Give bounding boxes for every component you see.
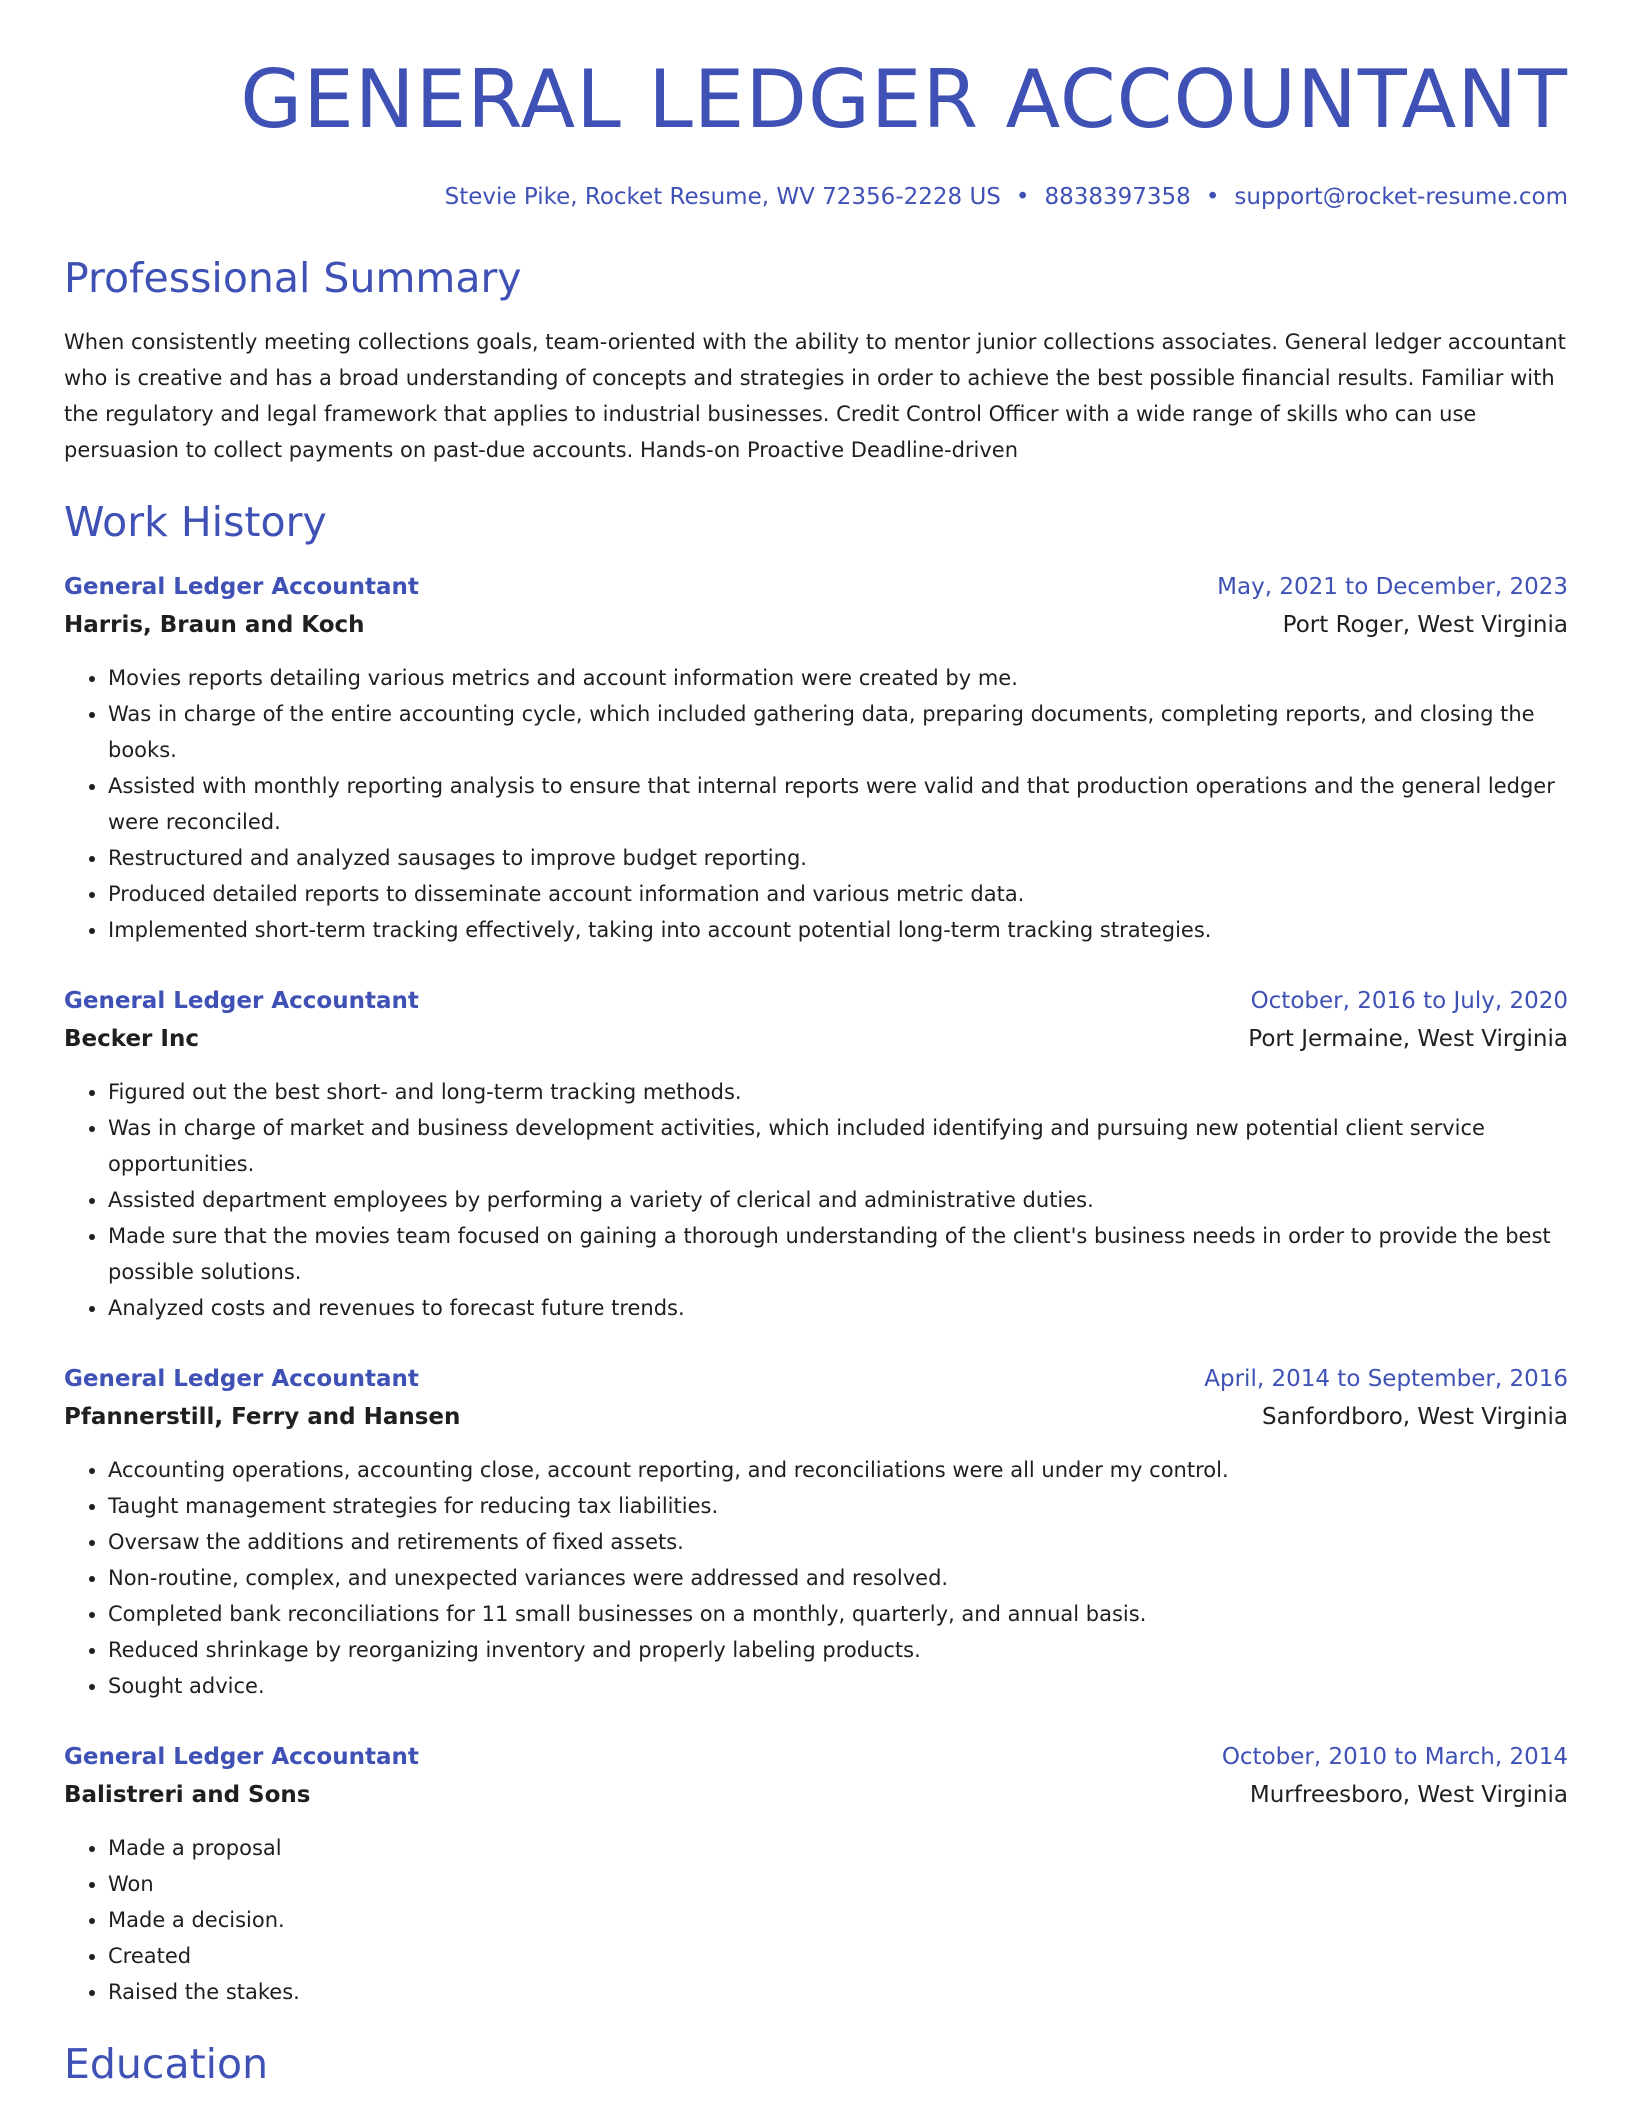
job-location: Port Roger, West Virginia xyxy=(1282,612,1568,638)
job-bullets xyxy=(64,1452,1568,1704)
job-bullet: • Made a proposal xyxy=(108,1830,1568,1866)
contact-email: support@rocket-resume.com xyxy=(1234,184,1568,210)
job-title-row xyxy=(64,1360,1568,1398)
contact-separator: • xyxy=(1205,184,1220,210)
job-location: Port Jermaine, West Virginia xyxy=(1248,1026,1568,1052)
section-title-education: Education xyxy=(64,2040,269,2088)
job-bullet: • Made sure that the movies team focused on gaining a thorough understanding of the client's business needs in order to provide the best possible solutions. xyxy=(108,1218,1568,1290)
job-company-row xyxy=(64,1020,1568,1058)
job-entry xyxy=(64,982,1568,1326)
job-dates: October, 2016 to July, 2020 xyxy=(1250,988,1568,1014)
job-bullet: • Restructured and analyzed sausages to improve budget reporting. xyxy=(108,840,1568,876)
job-bullet: • Implemented short-term tracking effectively, taking into account potential long-term tracking strategies. xyxy=(108,912,1568,948)
job-bullet: • Was in charge of market and business development activities, which included identifying and pursuing new potential client service opportunities. xyxy=(108,1110,1568,1182)
resume-header xyxy=(64,52,1568,212)
job-bullets xyxy=(64,1074,1568,1326)
section-title-summary: Professional Summary xyxy=(64,254,522,302)
job-bullet: • Won xyxy=(108,1866,1568,1902)
job-bullet: • Created xyxy=(108,1938,1568,1974)
job-entry xyxy=(64,568,1568,948)
job-title: General Ledger Accountant xyxy=(64,1366,419,1392)
job-bullets xyxy=(64,660,1568,948)
contact-separator: • xyxy=(1015,184,1030,210)
job-title: General Ledger Accountant xyxy=(64,988,419,1014)
job-company: Balistreri and Sons xyxy=(64,1782,311,1808)
job-location: Murfreesboro, West Virginia xyxy=(1249,1782,1568,1808)
job-list xyxy=(64,568,1568,2010)
job-title-row xyxy=(64,982,1568,1020)
section-title-work-history: Work History xyxy=(64,498,327,546)
job-entry xyxy=(64,1738,1568,2010)
job-company-row xyxy=(64,606,1568,644)
resume-name: GENERAL LEDGER ACCOUNTANT xyxy=(240,53,1568,146)
job-title-row xyxy=(64,1738,1568,1776)
job-entry xyxy=(64,1360,1568,1704)
job-bullet: • Movies reports detailing various metrics and account information were created by me. xyxy=(108,660,1568,696)
job-bullet: • Completed bank reconciliations for 11 small businesses on a monthly, quarterly, and annual basis. xyxy=(108,1596,1568,1632)
job-bullet: • Taught management strategies for reducing tax liabilities. xyxy=(108,1488,1568,1524)
job-company: Becker Inc xyxy=(64,1026,199,1052)
job-dates: May, 2021 to December, 2023 xyxy=(1217,574,1568,600)
job-title-row xyxy=(64,568,1568,606)
job-bullet: • Raised the stakes. xyxy=(108,1974,1568,2010)
job-bullet: • Accounting operations, accounting close, account reporting, and reconciliations were all under my control. xyxy=(108,1452,1568,1488)
job-company-row xyxy=(64,1776,1568,1814)
job-company: Harris, Braun and Koch xyxy=(64,612,365,638)
contact-line xyxy=(64,182,1568,212)
job-bullet: • Non-routine, complex, and unexpected variances were addressed and resolved. xyxy=(108,1560,1568,1596)
job-dates: October, 2010 to March, 2014 xyxy=(1221,1744,1568,1770)
job-bullet: • Produced detailed reports to disseminate account information and various metric data. xyxy=(108,876,1568,912)
job-bullet: • Reduced shrinkage by reorganizing inventory and properly labeling products. xyxy=(108,1632,1568,1668)
job-bullet: • Analyzed costs and revenues to forecast future trends. xyxy=(108,1290,1568,1326)
job-company: Pfannerstill, Ferry and Hansen xyxy=(64,1404,461,1430)
contact-phone: 8838397358 xyxy=(1044,184,1191,210)
summary-text: When consistently meeting collections goals, team-oriented with the ability to mentor junior collections associates. General ledger accountant who is creative and has a broad understanding of concepts and strategies in order to achieve the best possible financial results. Familiar with the regulatory and legal framework that applies to industrial businesses. Credit Control Officer with a wide range of skills who can use persuasion to collect payments on past-due accounts. Hands-on Proactive Deadline-driven xyxy=(64,330,1566,462)
job-bullet: • Assisted department employees by performing a variety of clerical and administrative duties. xyxy=(108,1182,1568,1218)
job-bullet: • Was in charge of the entire accounting cycle, which included gathering data, preparing documents, completing reports, and closing the books. xyxy=(108,696,1568,768)
job-title: General Ledger Accountant xyxy=(64,574,419,600)
job-dates: April, 2014 to September, 2016 xyxy=(1204,1366,1568,1392)
job-bullet: • Figured out the best short- and long-term tracking methods. xyxy=(108,1074,1568,1110)
job-location: Sanfordboro, West Virginia xyxy=(1262,1404,1568,1430)
contact-address: Stevie Pike, Rocket Resume, WV 72356-2228 US xyxy=(444,184,1001,210)
job-title: General Ledger Accountant xyxy=(64,1744,419,1770)
job-bullets xyxy=(64,1830,1568,2010)
job-company-row xyxy=(64,1398,1568,1436)
job-bullet: • Sought advice. xyxy=(108,1668,1568,1704)
job-bullet: • Made a decision. xyxy=(108,1902,1568,1938)
job-bullet: • Assisted with monthly reporting analysis to ensure that internal reports were valid and that production operations and the general ledger were reconciled. xyxy=(108,768,1568,840)
job-bullet: • Oversaw the additions and retirements of fixed assets. xyxy=(108,1524,1568,1560)
